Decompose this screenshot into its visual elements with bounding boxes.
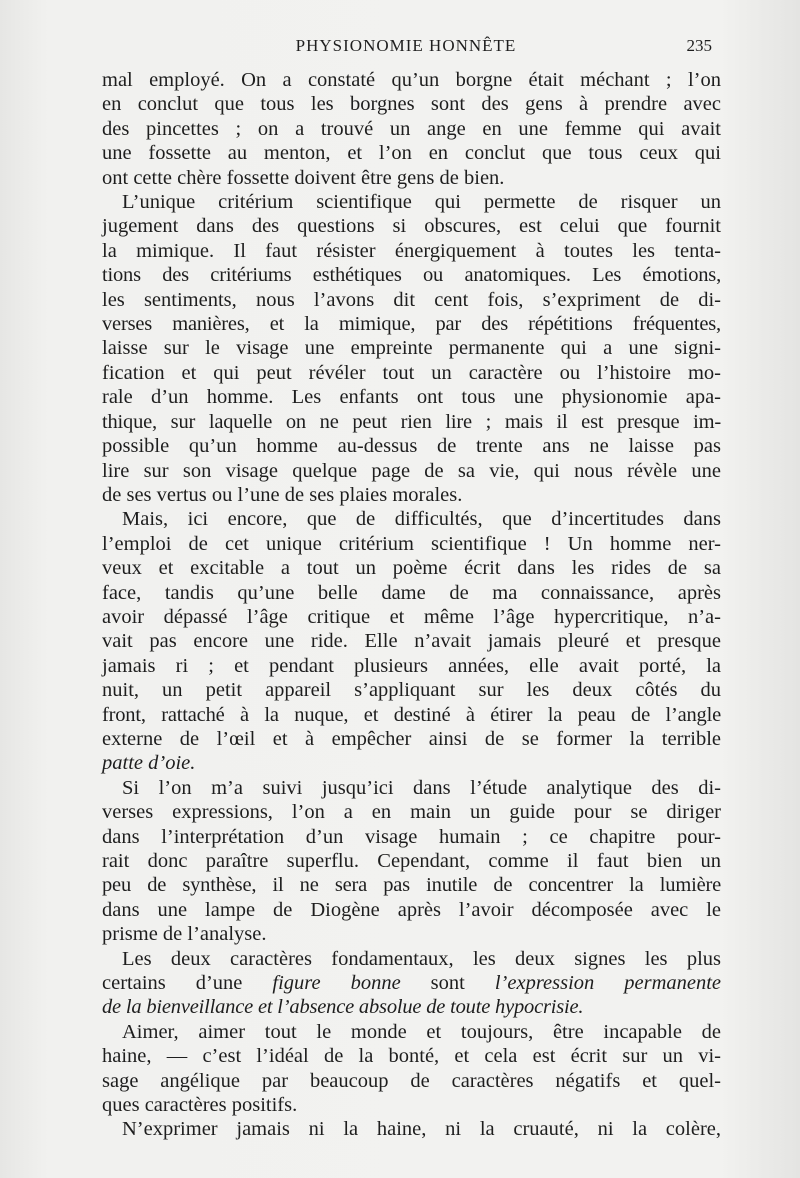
text-line: jamais ri ; et pendant plusieurs années, elle avait porté, la: [102, 654, 721, 677]
body-text: [102, 68, 721, 1142]
text-line: tions des critériums esthétiques ou anatomiques. Les émotions,: [102, 264, 721, 287]
text-line: les sentiments, nous l’avons dit cent fois, s’expriment de di-: [102, 288, 721, 311]
text-line: verses manières, et la mimique, par des répétitions fréquentes,: [102, 313, 721, 336]
running-title: PHYSIONOMIE HONNÊTE: [295, 36, 517, 55]
page-header: [100, 36, 712, 62]
italic-phrase: figure bonne: [272, 972, 401, 995]
text-line: Si l’on m’a suivi jusqu’ici dans l’étude analytique des di-: [122, 776, 721, 799]
text-line: une fossette au menton, et l’on en conclut que tous ceux qui: [102, 142, 721, 165]
text-line: laisse sur le visage une empreinte permanente qui a une signi-: [102, 337, 721, 360]
text-line: rale d’un homme. Les enfants ont tous une physionomie apa-: [102, 386, 721, 409]
page-number: 235: [686, 36, 712, 55]
text-line: mal employé. On a constaté qu’un borgne était méchant ; l’on: [102, 69, 721, 91]
text-line: possible qu’un homme au-dessus de trente ans ne laisse pas: [102, 435, 721, 458]
text-line: ques caractères positifs.: [102, 1094, 298, 1117]
text-line: lire sur son visage quelque page de sa vie, qui nous révèle une: [102, 459, 721, 482]
text-line: l’emploi de cet unique critérium scientifique ! Un homme ner-: [102, 532, 721, 555]
italic-phrase: l’expression permanente: [494, 972, 722, 995]
text-line: Les deux caractères fondamentaux, les deux signes les plus: [122, 947, 721, 970]
text-line: ont cette chère fossette doivent être gens de bien.: [102, 166, 505, 189]
text-line: face, tandis qu’une belle dame de ma connaissance, après: [102, 581, 721, 604]
text-line: veux et excitable a tout un poème écrit dans les rides de sa: [102, 557, 721, 580]
text-line: nuit, un petit appareil s’appliquant sur les deux côtés du: [102, 679, 721, 702]
text-line: rait donc paraître superflu. Cependant, comme il faut bien un: [102, 850, 721, 872]
text-line: de ses vertus ou l’une de ses plaies morales.: [102, 483, 463, 506]
text-line: [102, 995, 721, 1019]
text-line: fication et qui peut révéler tout un caractère ou l’histoire mo-: [102, 361, 721, 384]
text-line: des pincettes ; on a trouvé un ange en une femme qui avait: [102, 117, 721, 140]
text-line: sage angélique par beaucoup de caractères négatifs et quel-: [102, 1069, 721, 1092]
text-segment: sont: [430, 972, 465, 995]
italic-phrase: patte d’oie.: [102, 752, 196, 775]
text-segment: certains d’une: [102, 972, 243, 995]
text-line: en conclut que tous les borgnes sont des gens à prendre avec: [102, 93, 721, 116]
text-line: Aimer, aimer tout le monde et toujours, être incapable de: [122, 1020, 721, 1043]
text-line: prisme de l’analyse.: [102, 923, 267, 946]
text-line: front, rattaché à la nuque, et destiné à étirer la peau de l’angle: [102, 703, 721, 726]
text-line: [102, 751, 721, 775]
text-line: thique, sur laquelle on ne peut rien lire ; mais il est presque im-: [102, 410, 721, 433]
text-line: dans une lampe de Diogène après l’avoir décomposée avec le: [102, 898, 721, 921]
text-line: N’exprimer jamais ni la haine, ni la cruauté, ni la colère,: [122, 1118, 721, 1141]
text-line: la mimique. Il faut résister énergiquement à toutes les tenta-: [102, 239, 721, 262]
text-line: externe de l’œil et à empêcher ainsi de se former la terrible: [102, 727, 721, 750]
text-line: Mais, ici encore, que de difficultés, que d’incertitudes dans: [122, 508, 721, 531]
text-line: haine, — c’est l’idéal de la bonté, et cela est écrit sur un vi-: [102, 1045, 721, 1068]
text-line: avoir dépassé l’âge critique et même l’âge hypercritique, n’a-: [102, 605, 721, 628]
text-line: L’unique critérium scientifique qui permette de risquer un: [122, 191, 721, 214]
italic-phrase: de la bienveillance et l’absence absolue de toute hypocrisie.: [102, 996, 584, 1019]
text-line: peu de synthèse, il ne sera pas inutile de concentrer la lumière: [102, 874, 721, 897]
text-line: verses expressions, l’on a en main un guide pour se diriger: [102, 801, 721, 824]
text-line: jugement dans des questions si obscures, est celui que fournit: [102, 215, 721, 238]
text-line: [102, 971, 721, 995]
text-line: dans l’interprétation d’un visage humain ; ce chapitre pour-: [102, 825, 721, 848]
text-line: vait pas encore une ride. Elle n’avait jamais pleuré et presque: [102, 630, 721, 653]
